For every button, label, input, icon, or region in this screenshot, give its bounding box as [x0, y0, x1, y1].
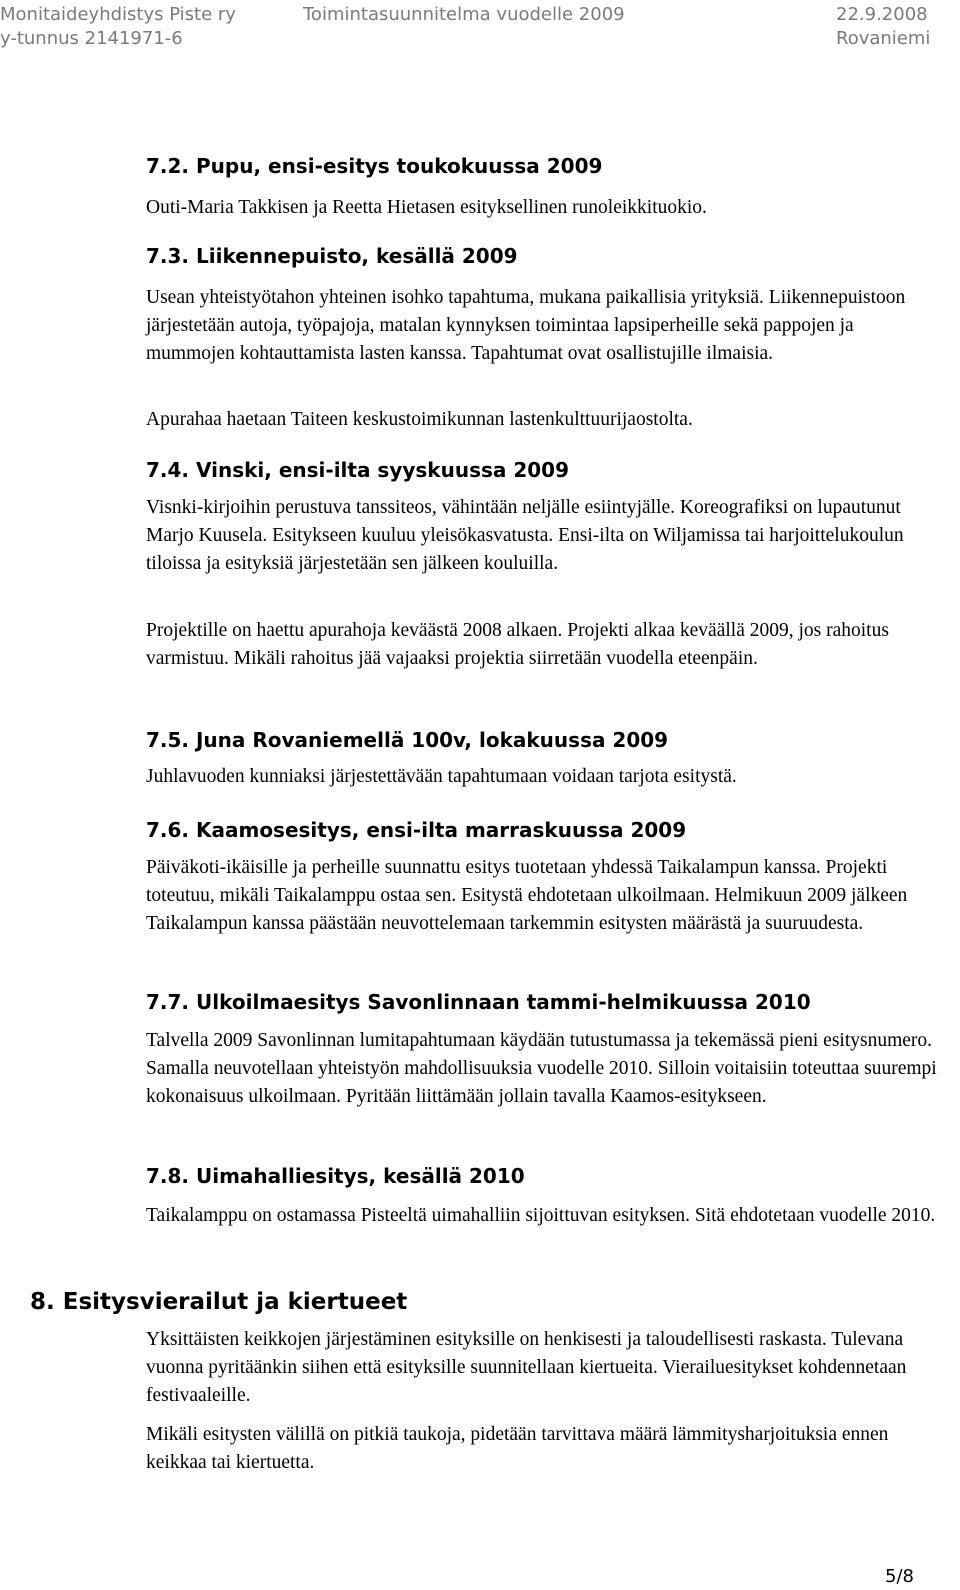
header-business-id: y-tunnus 2141971-6 — [0, 28, 183, 49]
section-7-8-paragraph: Taikalamppu on ostamassa Pisteeltä uimahalliin sijoittuvan esityksen. Sitä ehdotetaan vuodelle 2010. — [146, 1205, 936, 1226]
section-7-7-heading: 7.7. Ulkoilmaesitys Savonlinnaan tammi-helmikuussa 2010 — [146, 990, 811, 1014]
section-7-2-paragraph: Outi-Maria Takkisen ja Reetta Hietasen esityksellinen runoleikkituokio. — [146, 197, 707, 218]
header-org: Monitaideyhdistys Piste ry — [0, 4, 236, 25]
section-7-7-paragraph: Talvella 2009 Savonlinnan lumitapahtumaan käydään tutustumassa ja tekemässä pieni esitysnumero. Samalla neuvotellaan yhteistyön mahdollisuuksia vuodelle 2010. Silloin voitaisiin toteuttaa suurempi kokonaisuus ulkoilmaan. Pyritään liittämään jollain tavalla Kaamos-esitykseen. — [146, 1030, 937, 1107]
section-7-5-paragraph: Juhlavuoden kunniaksi järjestettävään tapahtumaan voidaan tarjota esitystä. — [146, 766, 737, 787]
section-7-8-heading: 7.8. Uimahalliesitys, kesällä 2010 — [146, 1164, 525, 1188]
section-7-4-paragraph-2: Projektille on haettu apurahoja keväästä 2008 alkaen. Projekti alkaa keväällä 2009, jos rahoitus varmistuu. Mikäli rahoitus jää vajaaksi projektia siirretään vuodella eteenpäin. — [146, 620, 889, 669]
header-city: Rovaniemi — [836, 28, 931, 49]
section-8-heading: 8. Esitysvierailut ja kiertueet — [30, 1289, 408, 1315]
section-7-6-heading: 7.6. Kaamosesitys, ensi-ilta marraskuussa 2009 — [146, 818, 687, 842]
page-header — [0, 0, 960, 56]
section-7-3-paragraph-1: Usean yhteistyötahon yhteinen isohko tapahtuma, mukana paikallisia yrityksiä. Liikennepuistoon järjestetään autoja, työpajoja, matalan kynnyksen toimintaa lapsiperheille sekä pappojen ja mummojen kohtauttamista lasten kanssa. Tapahtumat ovat osallistujille ilmaisia. — [146, 287, 906, 364]
section-7-4-heading: 7.4. Vinski, ensi-ilta syyskuussa 2009 — [146, 458, 570, 482]
page-number: 5/8 — [885, 1566, 914, 1587]
section-7-5-heading: 7.5. Juna Rovaniemellä 100v, lokakuussa 2009 — [146, 728, 669, 752]
section-7-3-paragraph-2: Apurahaa haetaan Taiteen keskustoimikunnan lastenkulttuurijaostolta. — [146, 409, 693, 430]
header-date: 22.9.2008 — [836, 4, 928, 25]
section-7-3-heading: 7.3. Liikennepuisto, kesällä 2009 — [146, 244, 518, 268]
section-8-paragraph-2: Mikäli esitysten välillä on pitkiä taukoja, pidetään tarvittava määrä lämmitysharjoituksia ennen keikkaa tai kiertuetta. — [146, 1424, 889, 1473]
header-doc-title: Toimintasuunnitelma vuodelle 2009 — [303, 4, 625, 25]
section-7-4-paragraph-1: Visnki-kirjoihin perustuva tanssiteos, vähintään neljälle esiintyjälle. Koreografiksi on lupautunut Marjo Kuusela. Esitykseen kuuluu yleisökasvatusta. Ensi-ilta on Wiljamissa tai harjoittelukoulun tiloissa ja esityksiä järjestetään sen jälkeen kouluilla. — [146, 497, 904, 574]
section-7-2-heading: 7.2. Pupu, ensi-esitys toukokuussa 2009 — [146, 154, 603, 178]
section-7-6-paragraph: Päiväkoti-ikäisille ja perheille suunnattu esitys tuotetaan yhdessä Taikalampun kanssa. Projekti toteutuu, mikäli Taikalamppu ostaa sen. Esitystä ehdotetaan ulkoilmaan. Helmikuun 2009 jälkeen Taikalampun kanssa päästään neuvottelemaan tarkemmin esitysten määrästä ja suuruudesta. — [146, 857, 908, 934]
section-8-paragraph-1: Yksittäisten keikkojen järjestäminen esityksille on henkisesti ja taloudellisesti raskasta. Tulevana vuonna pyritäänkin siihen että esityksille suunnitellaan kiertueita. Vierailuesitykset kohdennetaan festivaaleille. — [146, 1329, 907, 1406]
